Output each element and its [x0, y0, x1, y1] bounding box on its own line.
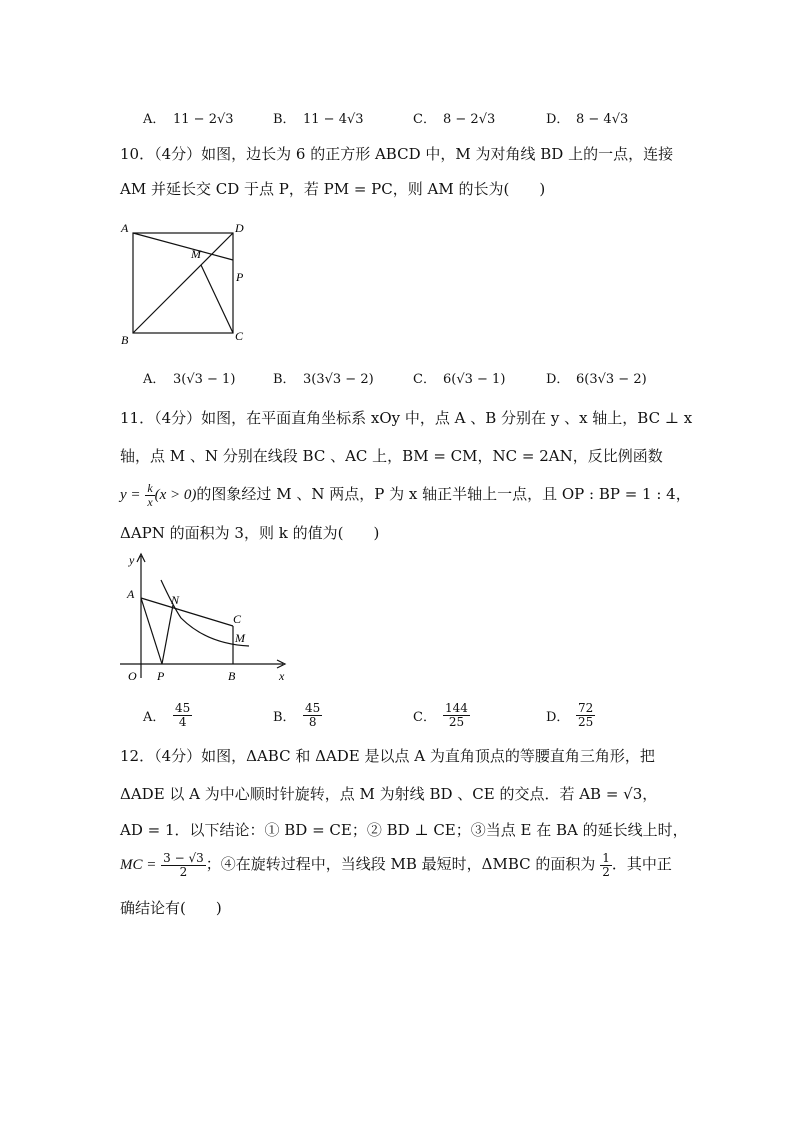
q11-stem-line-1: 11．（4分）如图，在平面直角坐标系 xOy 中，点 A 、B 分别在 y 、x 轴上，BC ⊥ x [120, 409, 693, 427]
q12-mc: MC = [120, 857, 157, 873]
q10-label-m: M [191, 247, 201, 261]
q11-options [0, 702, 794, 738]
segment-ap [133, 233, 233, 260]
q12-stem-line-4-mid: ；④在旋转过程中，当线段 MB 最短时，ΔMBC 的面积为 [205, 855, 596, 873]
q9-options [0, 108, 794, 132]
q9-option-b[interactable]: B． 11 − 4√3 [273, 112, 364, 127]
q11-label-c: C [233, 612, 242, 626]
q11-label-x: x [279, 669, 285, 683]
q10-option-d[interactable]: D． 6(3√3 − 2) [546, 372, 647, 387]
q12-stem-line-4-end: ．其中正 [611, 855, 672, 873]
q11-func-condition: (x > 0) [154, 487, 197, 503]
q11-label-m: M [235, 631, 245, 645]
q12-stem-line-1: 12．（4分）如图，ΔABC 和 ΔADE 是以点 A 为直角顶点的等腰直角三角形，把 [120, 747, 655, 765]
q11-stem-line-3-rest: 的图象经过 M 、N 两点，P 为 x 轴正半轴上一点，且 OP : BP = 1 : 4， [196, 485, 691, 503]
q11-func-y: y = [120, 487, 141, 503]
q10-option-a[interactable]: A． 3(√3 − 1) [143, 372, 236, 387]
q11-stem-line-3 [120, 477, 691, 512]
q12-stem-line-4 [120, 847, 672, 882]
q10-label-b: B [121, 333, 129, 347]
q11-label-y: y [129, 553, 135, 567]
q11-option-a[interactable]: A． $\frac{45}{4}$ [143, 701, 191, 729]
diagonal-bd [133, 233, 233, 333]
q10-label-p: P [236, 270, 244, 284]
segment-pn [162, 605, 173, 664]
q9-option-a[interactable]: A． 11 − 2√3 [143, 112, 234, 127]
q12-mc-fraction: $\frac{3 - √3}{2}$ [163, 850, 204, 879]
q11-label-n: N [171, 593, 180, 607]
q10-label-d: D [235, 221, 244, 235]
q11-option-d[interactable]: D． $\frac{72}{25}$ [546, 701, 594, 729]
segment-mc [201, 265, 233, 333]
q10-stem-line-2: AM 并延长交 CD 于点 P，若 PM = PC，则 AM 的长为( ) [120, 180, 546, 198]
q11-label-p: P [157, 669, 165, 683]
q10-stem-line-1: 10．（4分）如图，边长为 6 的正方形 ABCD 中，M 为对角线 BD 上的一点，连接 [120, 145, 674, 163]
q11-stem-line-2: 轴，点 M 、N 分别在线段 BC 、AC 上，BM = CM，NC = 2AN，反比例函数 [120, 447, 663, 465]
q12-stem-line-3: AD = 1．以下结论：① BD = CE；② BD ⊥ CE；③当点 E 在 BA 的延长线上时， [120, 821, 688, 839]
q12-stem-line-5: 确结论有( ) [120, 899, 222, 917]
q10-options [0, 368, 794, 392]
q11-func-fraction: $\frac{k}{x}$ [147, 480, 153, 509]
q9-option-c[interactable]: C． 8 − 2√3 [413, 112, 496, 127]
q11-option-c[interactable]: C． $\frac{144}{25}$ [413, 701, 468, 729]
q10-option-b[interactable]: B． 3(3√3 − 2) [273, 372, 374, 387]
q9-option-d[interactable]: D． 8 − 4√3 [546, 112, 629, 127]
q10-figure [115, 218, 255, 350]
segment-ac [141, 598, 233, 626]
segment-ap [141, 598, 162, 664]
q12-stem-line-2: ΔADE 以 A 为中心顺时针旋转，点 M 为射线 BD 、CE 的交点．若 AB = √3， [120, 785, 658, 803]
q11-stem-line-4: ΔAPN 的面积为 3，则 k 的值为( ) [120, 524, 380, 542]
q12-half-fraction: $\frac{1}{2}$ [602, 850, 610, 879]
q11-label-a: A [127, 587, 135, 601]
q11-label-b: B [228, 669, 236, 683]
q11-option-b[interactable]: B． $\frac{45}{8}$ [273, 701, 321, 729]
q11-label-o: O [128, 669, 137, 683]
q11-figure [115, 548, 295, 688]
q10-option-c[interactable]: C． 6(√3 − 1) [413, 372, 506, 387]
q10-label-c: C [235, 329, 244, 343]
q10-label-a: A [121, 221, 129, 235]
